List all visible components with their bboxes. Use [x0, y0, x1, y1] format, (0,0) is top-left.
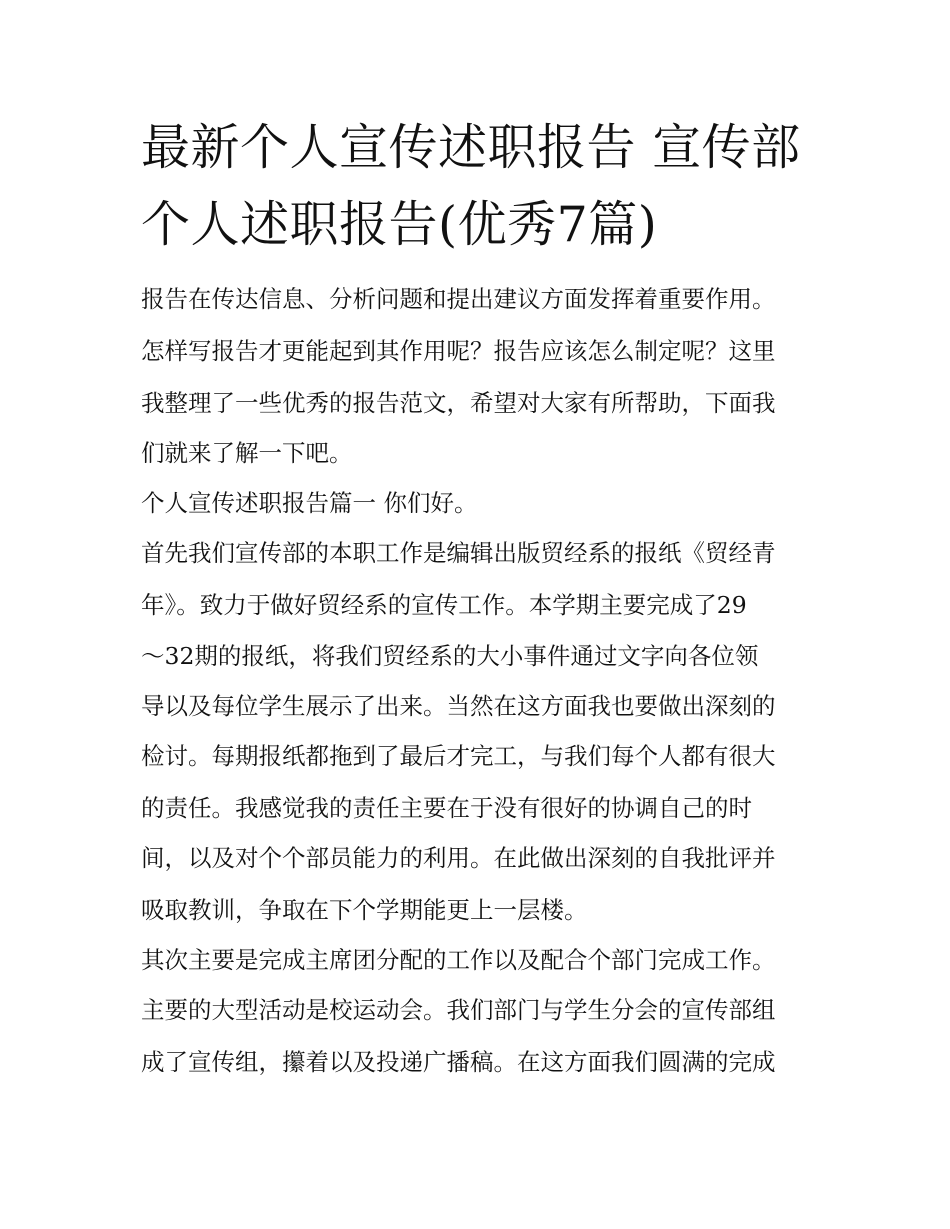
body-line-7: 年》。致力于做好贸经系的宣传工作。本学期主要完成了29: [141, 591, 747, 619]
body-line-3: 我整理了一些优秀的报告范文，希望对大家有所帮助，下面我: [141, 389, 776, 417]
section-heading: 个人宣传述职报告篇一 你们好。: [141, 489, 478, 517]
body-line-2: 怎样写报告才更能起到其作用呢？报告应该怎么制定呢？这里: [141, 337, 776, 365]
body-line-10: 检讨。每期报纸都拖到了最后才完工，与我们每个人都有很大: [141, 742, 776, 770]
body-line-13: 吸取教训，争取在下个学期能更上一层楼。: [141, 896, 588, 924]
body-line-15: 主要的大型活动是校运动会。我们部门与学生分会的宣传部组: [141, 996, 776, 1024]
body-line-14: 其次主要是完成主席团分配的工作以及配合个部门完成工作。: [141, 946, 776, 974]
body-line-6: 首先我们宣传部的本职工作是编辑出版贸经系的报纸《贸经青: [141, 539, 776, 567]
body-line-8: ～32期的报纸，将我们贸经系的大小事件通过文字向各位领: [141, 642, 759, 670]
body-line-12: 间，以及对个个部员能力的利用。在此做出深刻的自我批评并: [141, 844, 776, 872]
body-line-1: 报告在传达信息、分析问题和提出建议方面发挥着重要作用。: [141, 285, 776, 313]
body-line-16: 成了宣传组，攥着以及投递广播稿。在这方面我们圆满的完成: [141, 1048, 776, 1076]
document-title-line-1: 最新个人宣传述职报告 宣传部: [141, 119, 801, 176]
body-line-11: 的责任。我感觉我的责任主要在于没有很好的协调自己的时: [141, 794, 752, 822]
document-title-line-2: 个人述职报告(优秀7篇): [141, 196, 658, 253]
body-line-9: 导以及每位学生展示了出来。当然在这方面我也要做出深刻的: [141, 692, 776, 720]
body-line-4: 们就来了解一下吧。: [141, 439, 353, 467]
